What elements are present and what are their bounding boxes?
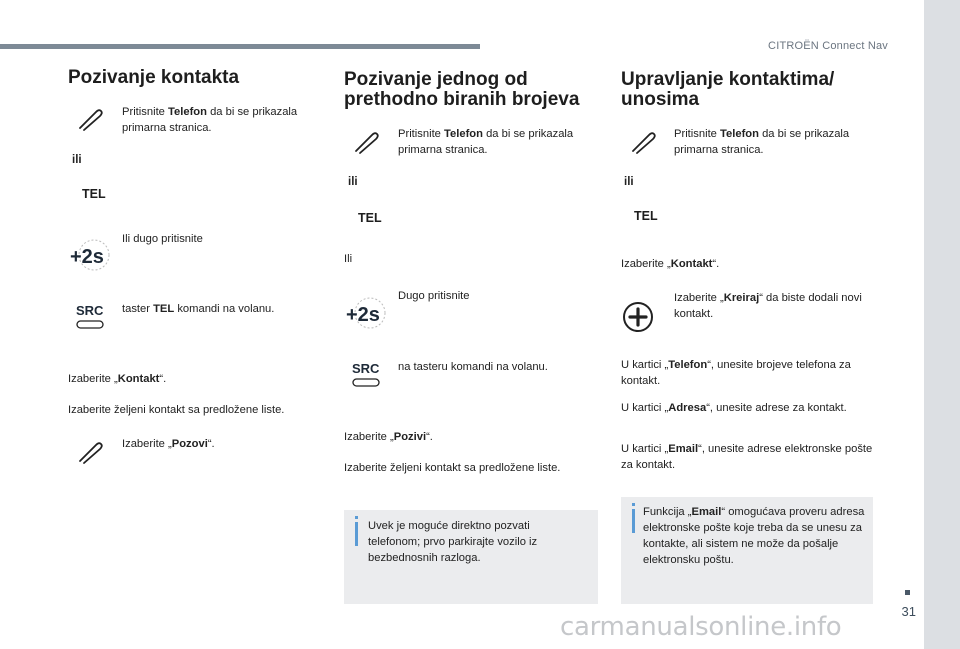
or-text: Ili	[344, 253, 353, 265]
press-icon	[352, 127, 380, 155]
note-text: Uvek je moguće direktno pozvati telefonom; prvo parkirajte vozilo iz bezbednosnih razloga.	[368, 520, 538, 564]
plus-circle-icon	[621, 300, 655, 334]
watermark: carmanualsonline.info	[560, 612, 842, 642]
step-text: Izaberite „Kreiraj“ da biste dodali novi kontakt.	[674, 292, 862, 320]
press-icon	[629, 127, 657, 155]
paragraph: Izaberite „Kontakt“.	[68, 373, 167, 385]
svg-text:SRC: SRC	[352, 361, 380, 376]
or-label: ili	[624, 176, 634, 188]
section-title: Pozivanje kontakta	[68, 67, 240, 88]
paragraph: Izaberite „Pozivi“.	[344, 431, 433, 443]
press-icon	[76, 437, 104, 465]
brand-label: CITROËN Connect Nav	[768, 40, 888, 52]
two-seconds-icon	[344, 294, 388, 332]
tel-key-label: TEL	[358, 211, 382, 225]
note-text: Funkcija „Email“ omogućava proveru adresa elektronske pošte koje treba da se unesu za kontakte, ali sistem ne može da pošalje elektronsku poštu.	[643, 506, 865, 566]
src-button-icon	[350, 360, 384, 390]
or-label: ili	[72, 154, 82, 166]
paragraph: U kartici „Email“, unesite adrese elektronske pošte za kontakt.	[621, 443, 873, 471]
paragraph: U kartici „Telefon“, unesite brojeve telefona za kontakt.	[621, 359, 851, 387]
press-icon	[76, 104, 104, 132]
paragraph: U kartici „Adresa“, unesite adrese za kontakt.	[621, 402, 847, 414]
info-icon	[355, 522, 358, 546]
paragraph: Izaberite željeni kontakt sa predložene liste.	[344, 462, 561, 474]
step-text: Ili dugo pritisnite	[122, 233, 203, 245]
step-text: Pritisnite Telefon da bi se prikazala primarna stranica.	[398, 128, 574, 156]
info-icon	[632, 509, 635, 533]
src-button-icon	[74, 302, 108, 332]
page-side-strip	[924, 0, 960, 649]
info-note	[344, 510, 598, 604]
paragraph: Izaberite „Kontakt“.	[621, 258, 720, 270]
svg-text:+2s: +2s	[70, 246, 104, 268]
or-label: ili	[348, 176, 358, 188]
page-marker	[905, 590, 910, 595]
tel-key-label: TEL	[82, 187, 106, 201]
step-text: na tasteru komandi na volanu.	[398, 361, 548, 373]
tel-key-label: TEL	[634, 209, 658, 223]
step-text: Pritisnite Telefon da bi se prikazala primarna stranica.	[122, 106, 298, 134]
step-text: Dugo pritisnite	[398, 290, 470, 302]
step-text: Izaberite „Pozovi“.	[122, 438, 215, 450]
section-title: Upravljanje kontaktima/ unosima	[621, 69, 835, 110]
step-text: Pritisnite Telefon da bi se prikazala primarna stranica.	[674, 128, 850, 156]
page-number: 31	[901, 604, 916, 619]
section-title: Pozivanje jednog od prethodno biranih brojeva	[344, 69, 580, 110]
header-rule	[0, 44, 480, 49]
svg-text:SRC: SRC	[76, 303, 104, 318]
step-text: taster TEL komandi na volanu.	[122, 303, 275, 315]
two-seconds-icon	[68, 236, 112, 274]
paragraph: Izaberite željeni kontakt sa predložene liste.	[68, 404, 285, 416]
info-note	[621, 497, 873, 604]
svg-text:+2s: +2s	[346, 304, 380, 326]
